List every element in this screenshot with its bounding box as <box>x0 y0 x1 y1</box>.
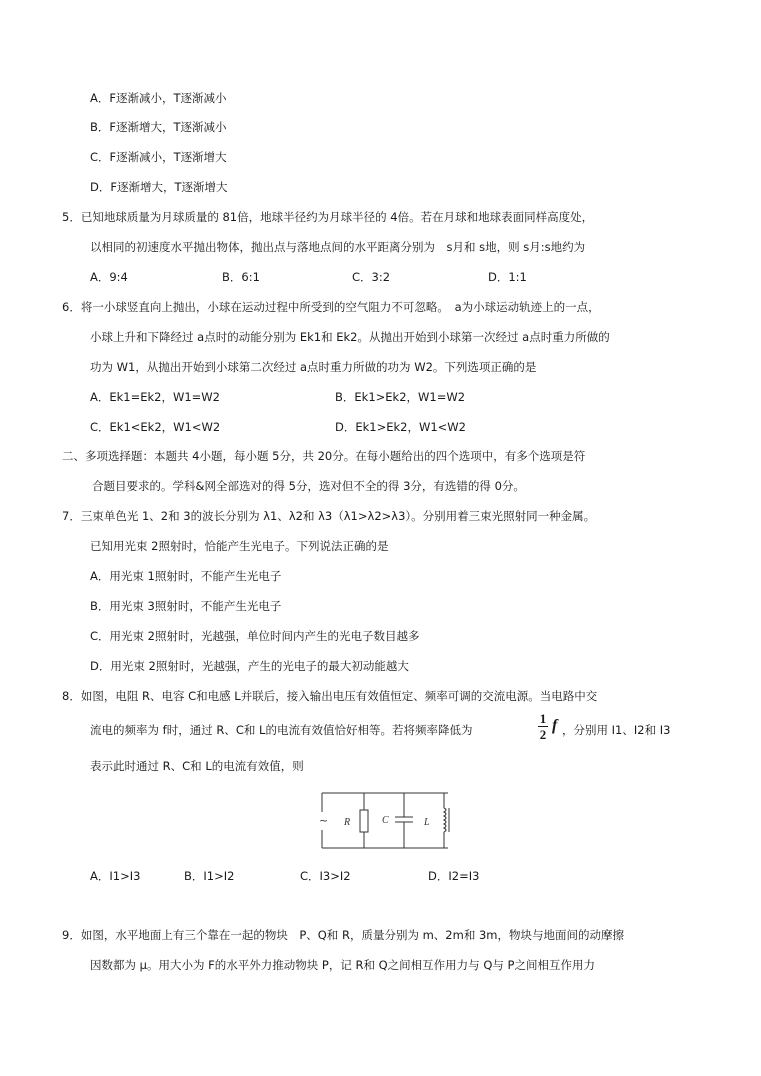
q8-stem-line2: 流电的频率为 f时，通过 R、C和 L的电流有效值恰好相等。若将频率降低为 <box>90 723 473 737</box>
q4-option-b: B．F逐渐增大，T逐渐减小 <box>90 120 227 134</box>
q9-stem-line2: 因数都为 μ。用大小为 F的水平外力推动物块 P，记 R和 Q之间相互作用力与 Q与 P之间相互作用力 <box>90 958 595 972</box>
q7-option-a: A．用光束 1照射时，不能产生光电子 <box>90 569 282 583</box>
q6-option-c: C．Ek1<Ek2，W1<W2 <box>90 420 221 434</box>
q6-option-b: B．Ek1>Ek2，W1=W2 <box>335 390 466 404</box>
q8-option-c: C．I3>I2 <box>300 869 351 883</box>
q4-option-d: D．F逐渐增大，T逐渐增大 <box>90 180 228 194</box>
q6-option-a: A．Ek1=Ek2，W1=W2 <box>90 390 220 404</box>
section2-heading-line2: 合题目要求的。学科&网全部选对的得 5分，选对但不全的得 3分，有选错的得 0分。 <box>92 479 525 493</box>
q5-option-a: A．9:4 <box>90 270 128 284</box>
q8-fraction-variable: f <box>552 717 558 734</box>
q8-fraction-denominator: 2 <box>539 727 547 742</box>
q5-stem-line2: 以相同的初速度水平抛出物体，抛出点与落地点间的水平距离分别为 s月和 s地，则 s月:s地约为 <box>90 240 586 254</box>
circuit-inductor-coil <box>444 808 446 832</box>
q5-option-d: D．1:1 <box>488 270 527 284</box>
q5-option-b: B．6:1 <box>222 270 260 284</box>
q4-option-c: C．F逐渐减小，T逐渐增大 <box>90 150 227 164</box>
q8-circuit-diagram <box>318 790 458 852</box>
q5-option-c: C．3:2 <box>352 270 391 284</box>
q8-stem-line2-tail: ，分别用 I1、I2和 I3 <box>562 723 671 737</box>
circuit-label-l: L <box>424 817 430 828</box>
q7-option-b: B．用光束 3照射时，不能产生光电子 <box>90 599 282 613</box>
q8-option-b: B．I1>I2 <box>184 869 235 883</box>
q8-option-a: A．I1>I3 <box>90 869 141 883</box>
q8-option-d: D．I2=I3 <box>428 869 480 883</box>
q6-stem-line3: 功为 W1，从抛出开始到小球第二次经过 a点时重力所做的功为 W2。下列选项正确的是 <box>90 360 537 374</box>
q5-stem-line1: 5．已知地球质量为月球质量的 81倍，地球半径约为月球半径的 4倍。若在月球和地球表面同样高度处， <box>62 210 594 224</box>
circuit-source-symbol: ~ <box>319 814 329 827</box>
q8-fraction <box>538 712 548 741</box>
circuit-resistor <box>360 810 368 832</box>
q6-stem-line2: 小球上升和下降经过 a点时的动能分别为 Ek1和 Ek2。从抛出开始到小球第一次经过 a点时重力所做的 <box>90 330 610 344</box>
q7-stem-line1: 7．三束单色光 1、2和 3的波长分别为 λ1、λ2和 λ3（λ1>λ2>λ3）。分别用着三束光照射同一种金属。 <box>62 509 596 523</box>
q6-stem-line1: 6．将一小球竖直向上抛出，小球在运动过程中所受到的空气阻力不可忽略。 a为小球运动轨迹上的一点， <box>62 300 600 314</box>
section2-heading-line1: 二、多项选择题：本题共 4小题，每小题 5分，共 20分。在每小题给出的四个选项中，有多个选项是符 <box>62 449 586 463</box>
q9-stem-line1: 9．如图，水平地面上有三个靠在一起的物块 P、Q和 R，质量分别为 m、2m和 3m，物块与地面间的动摩擦 <box>62 928 624 942</box>
q7-stem-line2: 已知用光束 2照射时，恰能产生光电子。下列说法正确的是 <box>90 539 389 553</box>
circuit-label-c: C <box>382 815 389 826</box>
q7-option-d: D．用光束 2照射时，光越强，产生的光电子的最大初动能越大 <box>90 659 409 673</box>
circuit-label-r: R <box>344 817 351 828</box>
q8-stem-line1: 8．如图，电阻 R、电容 C和电感 L并联后，接入输出电压有效值恒定、频率可调的交流电源。当电路中交 <box>62 689 598 703</box>
q8-stem-line3: 表示此时通过 R、C和 L的电流有效值，则 <box>90 759 304 773</box>
q8-fraction-numerator: 1 <box>539 711 547 726</box>
q4-option-a: A．F逐渐减小，T逐渐减小 <box>90 91 227 105</box>
q6-option-d: D．Ek1>Ek2，W1<W2 <box>335 420 466 434</box>
q7-option-c: C．用光束 2照射时，光越强，单位时间内产生的光电子数目越多 <box>90 629 420 643</box>
